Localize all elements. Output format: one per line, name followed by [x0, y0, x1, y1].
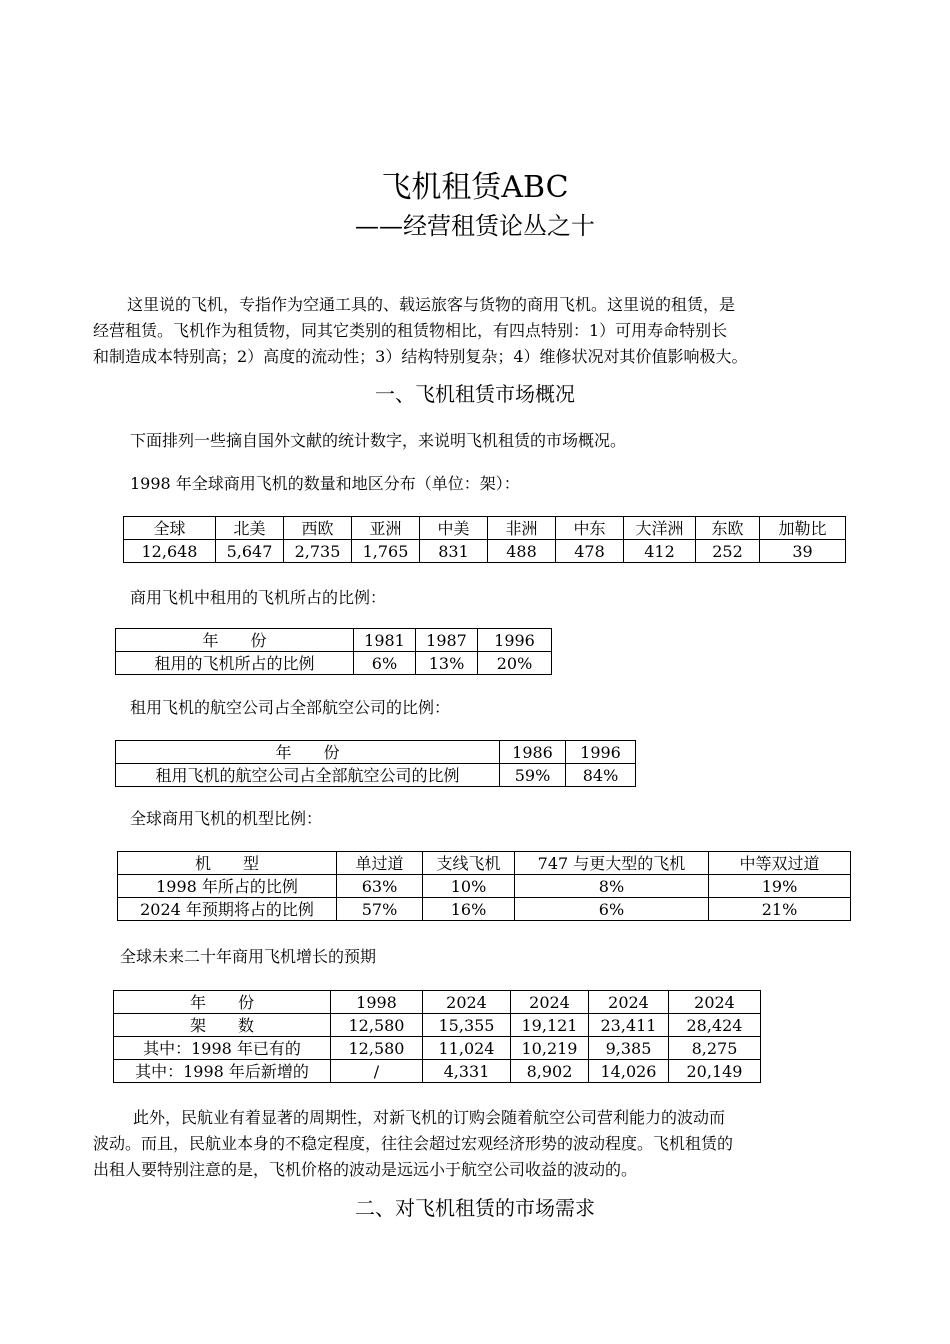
table-header-cell: 支线飞机 — [423, 852, 515, 875]
table-cell: 11,024 — [423, 1037, 511, 1060]
closing-line: 出租人要特别注意的是，飞机价格的波动是远远小于航空公司收益的波动的。 — [93, 1160, 638, 1179]
table-cell: 59% — [500, 764, 566, 787]
section1-heading: 一、飞机租赁市场概况 — [375, 382, 575, 406]
table-cell: 1,765 — [352, 540, 420, 563]
table-cell: 10,219 — [511, 1037, 589, 1060]
table-cell: 10% — [423, 875, 515, 898]
table-cell: 488 — [488, 540, 556, 563]
table-header-cell: 东欧 — [696, 517, 760, 540]
table-row — [118, 898, 851, 921]
closing-paragraph — [93, 1105, 857, 1183]
table-row-label: 架 数 — [114, 1014, 331, 1037]
table-header-cell: 2024 — [423, 991, 511, 1014]
table-header-cell: 1981 — [354, 629, 416, 652]
table-cell: 8,275 — [669, 1037, 761, 1060]
table-cell: 6% — [515, 898, 709, 921]
table-header-cell: 1987 — [416, 629, 478, 652]
table-row-label: 其中：1998 年后新增的 — [114, 1060, 331, 1083]
table-header-cell: 1996 — [566, 741, 636, 764]
table-row-label: 1998 年所占的比例 — [118, 875, 337, 898]
intro-line: 和制造成本特别高；2）高度的流动性；3）结构特别复杂；4）维修状况对其价值影响极大。 — [93, 347, 748, 366]
table-cell: 831 — [420, 540, 488, 563]
table-cell: 12,580 — [331, 1014, 423, 1037]
table-row — [116, 652, 552, 675]
table-cell: 2,735 — [284, 540, 352, 563]
table-row — [114, 1037, 761, 1060]
table-header-row — [124, 517, 846, 540]
intro-paragraph — [93, 292, 857, 370]
table-header-cell: 747 与更大型的飞机 — [515, 852, 709, 875]
table-cell: 412 — [624, 540, 696, 563]
table-row-label: 其中：1998 年已有的 — [114, 1037, 331, 1060]
table-header-cell: 2024 — [589, 991, 669, 1014]
table-cell: 5,647 — [216, 540, 284, 563]
table3-caption: 租用飞机的航空公司占全部航空公司的比例： — [130, 698, 451, 717]
table-cell: 21% — [709, 898, 851, 921]
table-cell: / — [331, 1060, 423, 1083]
table-row-label: 租用飞机的航空公司占全部航空公司的比例 — [116, 764, 500, 787]
table-cell: 39 — [760, 540, 846, 563]
table-header-cell: 1996 — [478, 629, 552, 652]
table-header-cell: 单过道 — [337, 852, 423, 875]
document-subtitle: ——经营租赁论丛之十 — [355, 212, 595, 240]
table-header-cell: 年 份 — [116, 629, 354, 652]
table-cell: 252 — [696, 540, 760, 563]
table-row-label: 2024 年预期将占的比例 — [118, 898, 337, 921]
table-header-cell: 非洲 — [488, 517, 556, 540]
table-cell: 57% — [337, 898, 423, 921]
table2-caption: 商用飞机中租用的飞机所占的比例： — [130, 588, 387, 607]
table-header-cell: 2024 — [669, 991, 761, 1014]
table-cell: 15,355 — [423, 1014, 511, 1037]
table-cell: 84% — [566, 764, 636, 787]
region-distribution-table — [123, 516, 846, 563]
table-cell: 6% — [354, 652, 416, 675]
table-header-cell: 年 份 — [116, 741, 500, 764]
table-cell: 19,121 — [511, 1014, 589, 1037]
table-header-cell: 中等双过道 — [709, 852, 851, 875]
table-header-cell: 西欧 — [284, 517, 352, 540]
table-header-cell: 1986 — [500, 741, 566, 764]
table-header-row — [118, 852, 851, 875]
table-cell: 20% — [478, 652, 552, 675]
table-header-cell: 中东 — [556, 517, 624, 540]
table4-caption: 全球商用飞机的机型比例： — [130, 809, 323, 828]
table-cell: 9,385 — [589, 1037, 669, 1060]
table-cell: 19% — [709, 875, 851, 898]
growth-forecast-table — [113, 990, 761, 1083]
closing-line: 波动。而且，民航业本身的不稳定程度，往往会超过宏观经济形势的波动程度。飞机租赁的 — [93, 1134, 734, 1153]
table5-caption: 全球未来二十年商用飞机增长的预期 — [120, 947, 377, 966]
table-header-cell: 北美 — [216, 517, 284, 540]
table-cell: 8,902 — [511, 1060, 589, 1083]
table-row-label: 租用的飞机所占的比例 — [116, 652, 354, 675]
table-row — [114, 1014, 761, 1037]
table-header-cell: 大洋洲 — [624, 517, 696, 540]
section1-intro: 下面排列一些摘自国外文献的统计数字，来说明飞机租赁的市场概况。 — [130, 431, 627, 450]
table-cell: 13% — [416, 652, 478, 675]
table-row — [114, 1060, 761, 1083]
table-cell: 20,149 — [669, 1060, 761, 1083]
table-row — [118, 875, 851, 898]
table-header-cell: 1998 — [331, 991, 423, 1014]
table-cell: 478 — [556, 540, 624, 563]
table-cell: 12,648 — [124, 540, 216, 563]
table-header-cell: 年 份 — [114, 991, 331, 1014]
airline-ratio-table — [115, 740, 636, 787]
table-cell: 12,580 — [331, 1037, 423, 1060]
table-cell: 4,331 — [423, 1060, 511, 1083]
table-row — [116, 764, 636, 787]
table-header-row — [116, 741, 636, 764]
table-header-row — [116, 629, 552, 652]
aircraft-type-table — [117, 851, 851, 921]
table-cell: 23,411 — [589, 1014, 669, 1037]
intro-line: 经营租赁。飞机作为租赁物，同其它类别的租赁物相比，有四点特别：1）可用寿命特别长 — [93, 321, 728, 340]
table-header-cell: 加勒比 — [760, 517, 846, 540]
table-cell: 14,026 — [589, 1060, 669, 1083]
closing-line: 此外，民航业有着显著的周期性，对新飞机的订购会随着航空公司营利能力的波动而 — [133, 1108, 726, 1127]
table-header-cell: 全球 — [124, 517, 216, 540]
intro-line: 这里说的飞机，专指作为空通工具的、载运旅客与货物的商用飞机。这里说的租赁，是 — [127, 295, 736, 314]
table-cell: 16% — [423, 898, 515, 921]
leased-ratio-table — [115, 628, 552, 675]
section2-heading: 二、对飞机租赁的市场需求 — [355, 1196, 595, 1220]
table-cell: 28,424 — [669, 1014, 761, 1037]
table-header-cell: 机 型 — [118, 852, 337, 875]
document-title: 飞机租赁ABC — [381, 170, 569, 205]
table1-caption: 1998 年全球商用飞机的数量和地区分布（单位：架）： — [130, 474, 520, 493]
table-row — [124, 540, 846, 563]
table-cell: 8% — [515, 875, 709, 898]
table-header-cell: 2024 — [511, 991, 589, 1014]
table-cell: 63% — [337, 875, 423, 898]
table-header-row — [114, 991, 761, 1014]
table-header-cell: 中美 — [420, 517, 488, 540]
table-header-cell: 亚洲 — [352, 517, 420, 540]
